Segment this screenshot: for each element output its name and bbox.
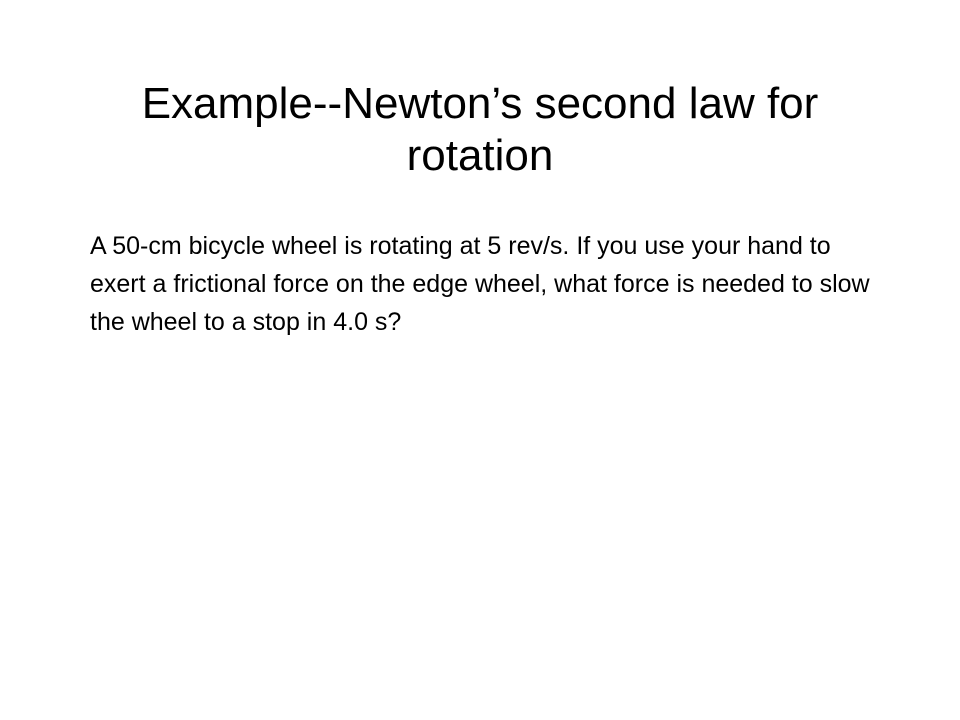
problem-text: A 50-cm bicycle wheel is rotating at 5 rev/s. If you use your hand to exert a frictional force on the edge wheel, what force is needed to slow the wheel to a stop in 4.0 s? bbox=[90, 232, 870, 336]
slide-title: Example--Newton’s second law for rotation bbox=[141, 79, 819, 180]
